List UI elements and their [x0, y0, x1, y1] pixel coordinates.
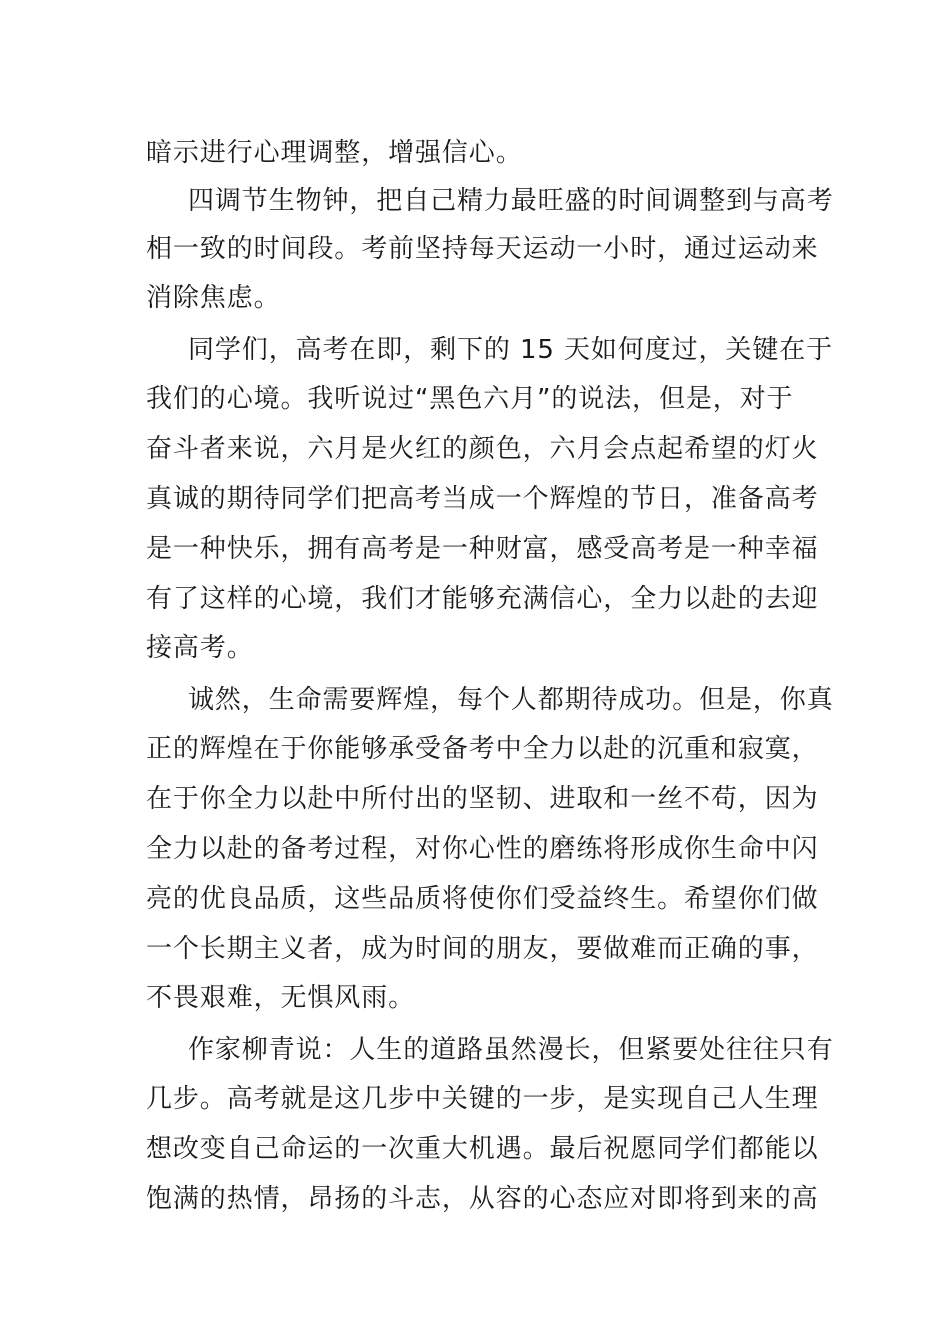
text-line: 接高考。 [146, 633, 254, 663]
paragraph-start-line: 诚然，生命需要辉煌，每个人都期待成功。但是，你真 [188, 685, 834, 715]
text-line: 奋斗者来说，六月是火红的颜色，六月会点起希望的灯火 [146, 434, 819, 464]
text-line: 是一种快乐，拥有高考是一种财富，感受高考是一种幸福 [146, 534, 819, 564]
text-line: 一个长期主义者，成为时间的朋友，要做难而正确的事， [146, 934, 819, 964]
text-line: 在于你全力以赴中所付出的坚韧、进取和一丝不苟，因为 [146, 784, 819, 814]
text-line: 我们的心境。我听说过“黑色六月”的说法，但是，对于 [146, 384, 794, 414]
text-line: 暗示进行心理调整，增强信心。 [146, 138, 523, 168]
text-line: 正的辉煌在于你能够承受备考中全力以赴的沉重和寂寞， [146, 734, 819, 764]
text-line: 真诚的期待同学们把高考当成一个辉煌的节日，准备高考 [146, 484, 819, 514]
text-line: 不畏艰难，无惧风雨。 [146, 983, 416, 1013]
text-line: 饱满的热情，昂扬的斗志，从容的心态应对即将到来的高 [146, 1184, 819, 1214]
text-line: 想改变自己命运的一次重大机遇。最后祝愿同学们都能以 [146, 1134, 819, 1164]
text-line: 亮的优良品质，这些品质将使你们受益终生。希望你们做 [146, 884, 819, 914]
text-line: 几步。高考就是这几步中关键的一步，是实现自己人生理 [146, 1084, 819, 1114]
text-line: 相一致的时间段。考前坚持每天运动一小时，通过运动来 [146, 234, 819, 264]
paragraph-start-line: 同学们，高考在即，剩下的 15 天如何度过，关键在于 [188, 335, 834, 365]
paragraph-start-line: 四调节生物钟，把自己精力最旺盛的时间调整到与高考 [188, 186, 834, 216]
text-line: 全力以赴的备考过程，对你心性的磨练将形成你生命中闪 [146, 834, 819, 864]
text-line: 有了这样的心境，我们才能够充满信心，全力以赴的去迎 [146, 584, 819, 614]
text-line: 消除焦虑。 [146, 283, 281, 313]
paragraph-start-line: 作家柳青说：人生的道路虽然漫长，但紧要处往往只有 [188, 1035, 834, 1065]
